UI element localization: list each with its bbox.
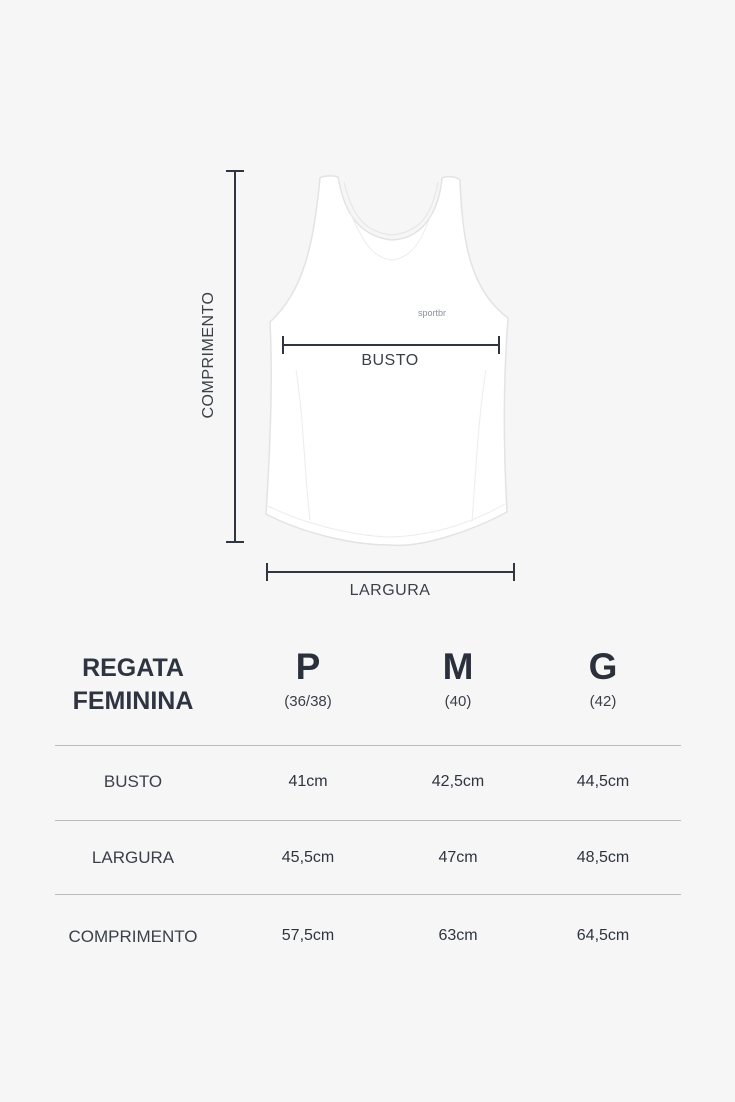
cell-largura-p: 45,5cm <box>281 849 335 866</box>
size-header-g <box>548 645 658 710</box>
title-line-2: FEMININA <box>72 687 194 715</box>
cell-largura-g: 48,5cm <box>576 849 630 866</box>
cell-busto-m: 42,5cm <box>431 773 485 790</box>
cell-comprimento-g: 64,5cm <box>576 927 630 944</box>
size-equivalent: (36/38) <box>284 693 332 710</box>
cell-busto-p: 41cm <box>288 773 328 790</box>
size-letter: P <box>295 646 321 687</box>
cell-comprimento-p: 57,5cm <box>281 927 335 944</box>
row-divider <box>55 820 681 821</box>
size-equivalent: (40) <box>444 693 472 710</box>
row-label-largura: LARGURA <box>91 848 175 867</box>
row-label-busto: BUSTO <box>103 772 163 791</box>
busto-label: BUSTO <box>361 352 419 369</box>
size-header-m <box>403 645 513 710</box>
size-equivalent: (42) <box>589 693 617 710</box>
largura-label: LARGURA <box>349 582 431 599</box>
cell-busto-g: 44,5cm <box>576 773 630 790</box>
comprimento-label: COMPRIMENTO <box>200 291 217 419</box>
cell-largura-m: 47cm <box>438 849 478 866</box>
size-header-p <box>253 645 363 710</box>
row-divider <box>55 745 681 746</box>
size-letter: M <box>442 646 474 687</box>
row-label-comprimento: COMPRIMENTO <box>68 927 198 946</box>
row-divider <box>55 894 681 895</box>
title-line-1: REGATA <box>82 654 184 682</box>
cell-comprimento-m: 63cm <box>438 927 478 944</box>
table-title <box>58 652 208 718</box>
brand-logo: sportbr <box>418 308 447 318</box>
size-letter: G <box>588 646 618 687</box>
